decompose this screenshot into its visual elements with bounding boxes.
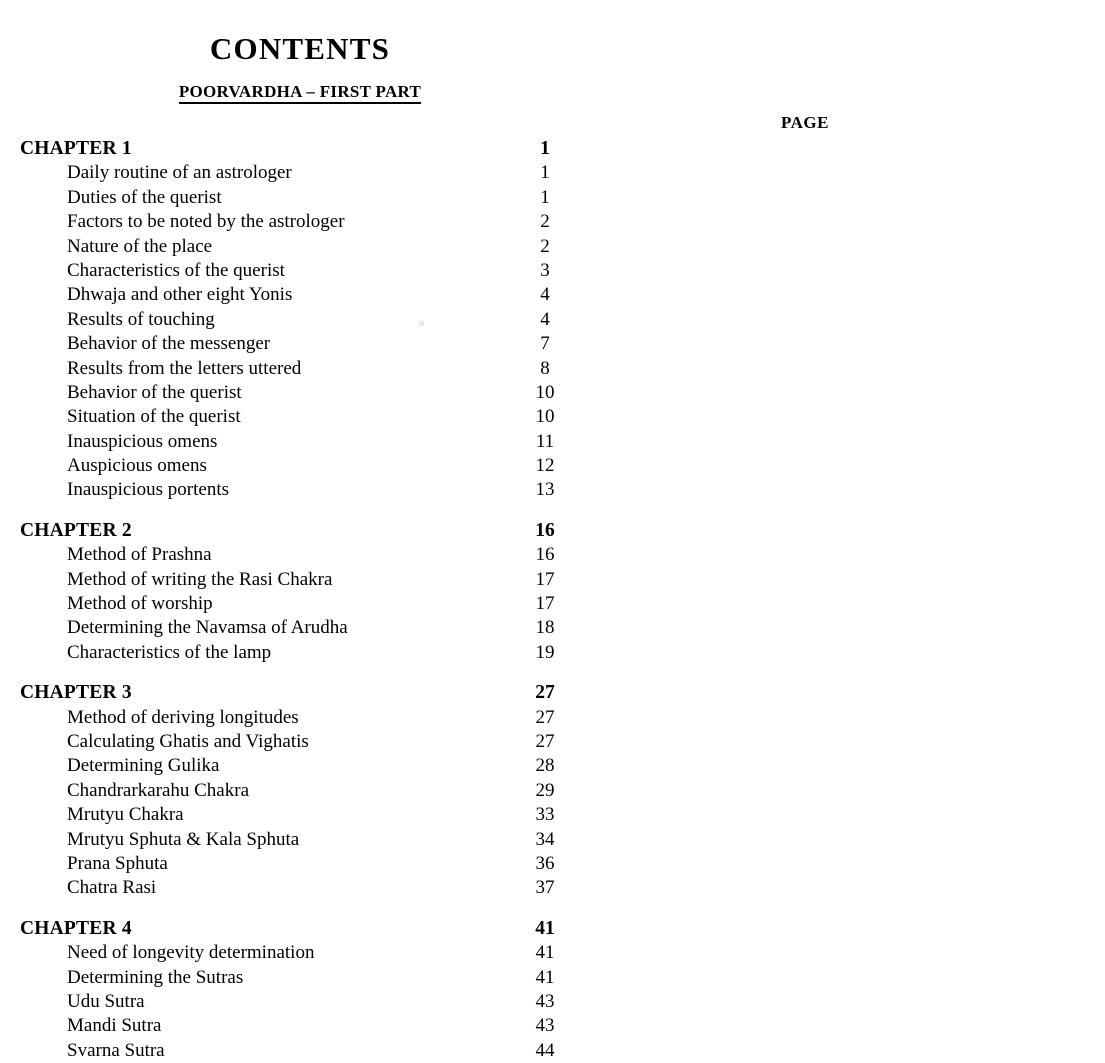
toc-entry-row[interactable] (0, 405, 600, 429)
toc-entry-row[interactable] (0, 990, 600, 1014)
toc-entry-page-number: 44 (535, 1039, 555, 1061)
table-of-contents (0, 137, 600, 1063)
toc-entry-page-number: 17 (535, 568, 555, 590)
toc-entry-label: Nature of the place (67, 235, 213, 257)
toc-entry-row[interactable] (0, 235, 600, 259)
toc-entry-label: Behavior of the querist (67, 381, 242, 403)
toc-entry-page-number: 1 (540, 162, 550, 184)
toc-entry-page-number: 4 (540, 284, 550, 306)
toc-entry-label: Prana Sphuta (67, 852, 168, 874)
chapter-block (0, 917, 600, 1063)
toc-entry-page-number: 34 (535, 828, 555, 850)
toc-entry-page-number: 27 (535, 730, 555, 752)
part-subtitle (0, 66, 600, 102)
toc-entry-page-number: 13 (535, 479, 555, 501)
toc-entry-page-number: 7 (540, 333, 550, 355)
chapter-block (0, 681, 600, 901)
toc-entry-label: Results from the letters uttered (67, 357, 302, 379)
toc-entry-label: Udu Sutra (67, 990, 145, 1012)
toc-entry-row[interactable] (0, 941, 600, 965)
toc-entry-row[interactable] (0, 186, 600, 210)
chapter-block (0, 519, 600, 665)
toc-entry-page-number: 12 (535, 455, 555, 477)
toc-entry-page-number: 8 (540, 357, 550, 379)
scan-artifact (419, 321, 424, 326)
chapter-heading-label: CHAPTER 4 (20, 917, 132, 939)
toc-entry-label: Calculating Ghatis and Vighatis (67, 730, 309, 752)
toc-entry-label: Determining the Sutras (67, 966, 244, 988)
toc-entry-page-number: 17 (535, 593, 555, 615)
toc-entry-label: Factors to be noted by the astrologer (67, 211, 345, 233)
toc-entry-page-number: 19 (535, 641, 555, 663)
toc-entry-page-number: 2 (540, 235, 550, 257)
toc-entry-row[interactable] (0, 1039, 600, 1063)
toc-entry-label: Mandi Sutra (67, 1015, 162, 1037)
chapter-heading-page-number: 16 (535, 519, 555, 541)
toc-entry-page-number: 10 (535, 381, 555, 403)
toc-entry-row[interactable] (0, 543, 600, 567)
toc-entry-row[interactable] (0, 308, 600, 332)
toc-entry-row[interactable] (0, 381, 600, 405)
toc-entry-label: Situation of the querist (67, 406, 241, 428)
toc-entry-row[interactable] (0, 828, 600, 852)
toc-entry-page-number: 10 (535, 406, 555, 428)
chapter-heading-row[interactable] (0, 917, 600, 941)
toc-entry-row[interactable] (0, 641, 600, 665)
toc-entry-row[interactable] (0, 1014, 600, 1038)
toc-entry-page-number: 18 (535, 617, 555, 639)
toc-entry-page-number: 27 (535, 706, 555, 728)
toc-entry-label: Inauspicious portents (67, 479, 230, 501)
chapter-spacer (0, 665, 600, 681)
toc-entry-row[interactable] (0, 852, 600, 876)
page-column-header-label: PAGE (781, 113, 829, 132)
toc-entry-page-number: 43 (535, 1015, 555, 1037)
toc-entry-label: Inauspicious omens (67, 430, 218, 452)
toc-entry-row[interactable] (0, 616, 600, 640)
toc-entry-row[interactable] (0, 161, 600, 185)
toc-entry-label: Mrutyu Chakra (67, 804, 184, 826)
toc-entry-label: Method of Prashna (67, 544, 212, 566)
chapter-heading-row[interactable] (0, 681, 600, 705)
toc-entry-page-number: 29 (535, 779, 555, 801)
toc-entry-row[interactable] (0, 259, 600, 283)
toc-entry-label: Method of deriving longitudes (67, 706, 299, 728)
toc-entry-row[interactable] (0, 966, 600, 990)
toc-entry-label: Mrutyu Sphuta & Kala Sphuta (67, 828, 300, 850)
part-subtitle-text: POORVARDHA – FIRST PART (179, 82, 421, 104)
chapter-heading-label: CHAPTER 2 (20, 519, 132, 541)
toc-entry-row[interactable] (0, 803, 600, 827)
toc-entry-row[interactable] (0, 454, 600, 478)
toc-entry-row[interactable] (0, 730, 600, 754)
toc-entry-label: Chandrarkarahu Chakra (67, 779, 250, 801)
toc-entry-label: Characteristics of the querist (67, 259, 285, 281)
chapter-heading-page-number: 1 (540, 138, 550, 159)
toc-entry-row[interactable] (0, 478, 600, 502)
toc-entry-label: Method of writing the Rasi Chakra (67, 568, 333, 590)
chapter-heading-page-number: 41 (535, 917, 555, 939)
toc-entry-label: Auspicious omens (67, 455, 207, 477)
chapter-heading-row[interactable] (0, 137, 600, 161)
toc-entry-label: Dhwaja and other eight Yonis (67, 284, 293, 306)
toc-entry-page-number: 2 (540, 211, 550, 233)
toc-entry-row[interactable] (0, 357, 600, 381)
toc-entry-page-number: 37 (535, 877, 555, 899)
toc-entry-page-number: 1 (540, 186, 550, 208)
toc-entry-row[interactable] (0, 779, 600, 803)
toc-entry-label: Determining the Navamsa of Arudha (67, 617, 348, 639)
chapter-heading-row[interactable] (0, 519, 600, 543)
toc-entry-page-number: 41 (535, 942, 555, 964)
toc-entry-row[interactable] (0, 706, 600, 730)
toc-entry-page-number: 41 (535, 966, 555, 988)
toc-entry-label: Svarna Sutra (67, 1039, 165, 1061)
toc-entry-page-number: 11 (535, 430, 555, 452)
toc-entry-row[interactable] (0, 430, 600, 454)
chapter-spacer (0, 503, 600, 519)
toc-entry-label: Duties of the querist (67, 186, 222, 208)
toc-entry-page-number: 43 (535, 990, 555, 1012)
toc-entry-page-number: 4 (540, 308, 550, 330)
toc-entry-page-number: 28 (535, 755, 555, 777)
toc-entry-row[interactable] (0, 283, 600, 307)
chapter-heading-page-number: 27 (535, 682, 555, 704)
toc-entry-row[interactable] (0, 568, 600, 592)
toc-entry-label: Daily routine of an astrologer (67, 162, 292, 184)
toc-entry-label: Results of touching (67, 308, 215, 330)
toc-entry-page-number: 36 (535, 852, 555, 874)
toc-entry-label: Need of longevity determination (67, 942, 315, 964)
toc-entry-row[interactable] (0, 754, 600, 778)
chapter-spacer (0, 901, 600, 917)
toc-entry-page-number: 3 (540, 259, 550, 281)
toc-entry-label: Behavior of the messenger (67, 333, 271, 355)
page-title: CONTENTS (209, 31, 391, 66)
toc-entry-label: Method of worship (67, 593, 213, 615)
toc-entry-page-number: 16 (535, 544, 555, 566)
chapter-heading-label: CHAPTER 1 (20, 138, 132, 159)
toc-entry-row[interactable] (0, 592, 600, 616)
toc-entry-label: Chatra Rasi (67, 877, 157, 899)
toc-entry-label: Characteristics of the lamp (67, 641, 272, 663)
toc-entry-row[interactable] (0, 876, 600, 900)
toc-entry-row[interactable] (0, 210, 600, 234)
toc-entry-row[interactable] (0, 332, 600, 356)
toc-entry-label: Determining Gulika (67, 755, 220, 777)
chapter-block (0, 137, 600, 503)
toc-entry-page-number: 33 (535, 804, 555, 826)
chapter-heading-label: CHAPTER 3 (20, 682, 132, 704)
